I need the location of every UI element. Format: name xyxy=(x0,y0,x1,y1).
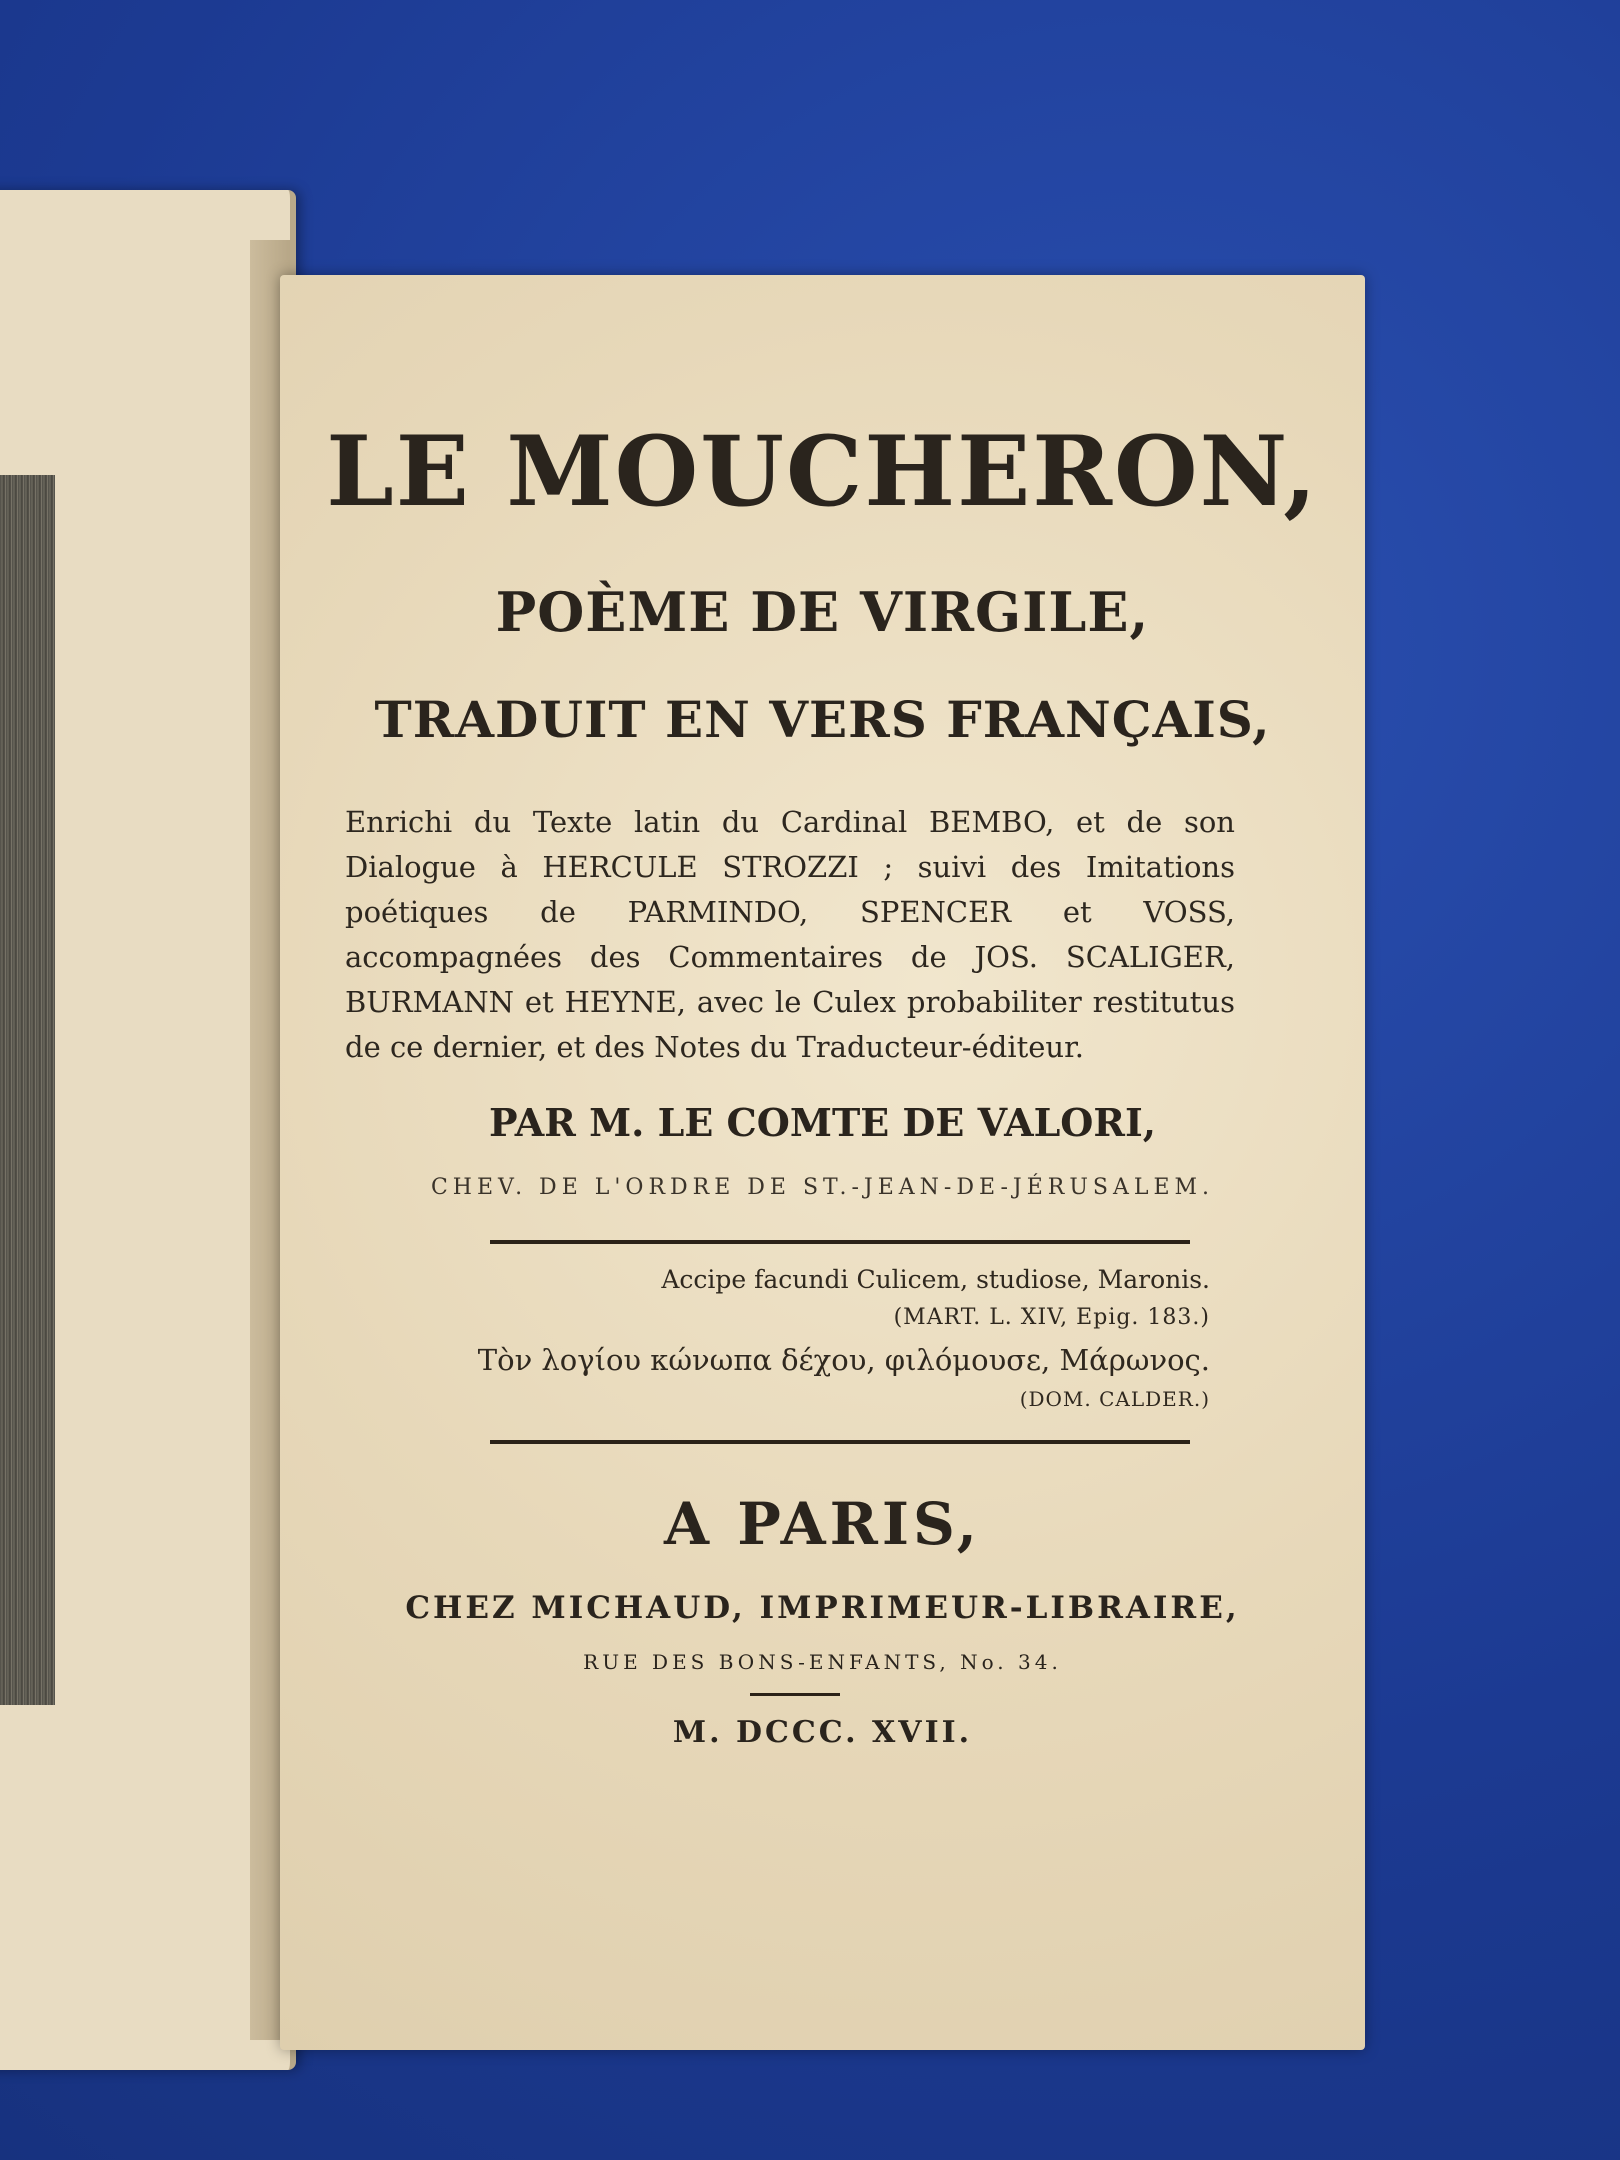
publication-date: M. DCCC. XVII. xyxy=(672,1715,973,1750)
publisher-line: CHEZ MICHAUD, IMPRIMEUR-LIBRAIRE, xyxy=(405,1590,1240,1626)
bottom-divider xyxy=(490,1440,1190,1444)
page-title: LE MOUCHERON, xyxy=(326,415,1319,528)
publication-place: A PARIS, xyxy=(664,1490,981,1558)
author-affiliation: CHEV. DE L'ORDRE DE ST.-JEAN-DE-JÉRUSALEM. xyxy=(430,1175,1215,1200)
author-line: PAR M. LE COMTE DE VALORI, xyxy=(489,1100,1156,1145)
title-page xyxy=(280,275,1365,2050)
page-subtitle-2: TRADUIT EN VERS FRANÇAIS, xyxy=(374,690,1271,749)
epigraph-greek: Τὸν λογίου κώνωπα δέχου, φιλόμουσε, Μάρωνος. xyxy=(477,1343,1210,1377)
frontispiece-engraving xyxy=(0,475,55,1705)
epigraph-greek-source: (DOM. CALDER.) xyxy=(1019,1387,1210,1411)
epigraph-latin: Accipe facundi Culicem, studiose, Maronis. xyxy=(661,1265,1210,1294)
publisher-address: RUE DES BONS-ENFANTS, No. 34. xyxy=(583,1650,1062,1674)
top-divider xyxy=(490,1240,1190,1244)
small-divider xyxy=(750,1693,840,1696)
epigraph-latin-source: (MART. L. XIV, Epig. 183.) xyxy=(893,1305,1210,1330)
page-subtitle: POÈME DE VIRGILE, xyxy=(495,580,1150,644)
description-paragraph: Enrichi du Texte latin du Cardinal BEMBO, et de son Dialogue à HERCULE STROZZI ; suivi des Imitations poétiques de PARMINDO, SPENCER et VOSS, accompagnées des Commentaires de JOS. SCALIGER, BURMANN et HEYNE, avec le Culex probabiliter restitutus de ce dernier, et des Notes du Traducteur-éditeur. xyxy=(345,805,1235,1064)
